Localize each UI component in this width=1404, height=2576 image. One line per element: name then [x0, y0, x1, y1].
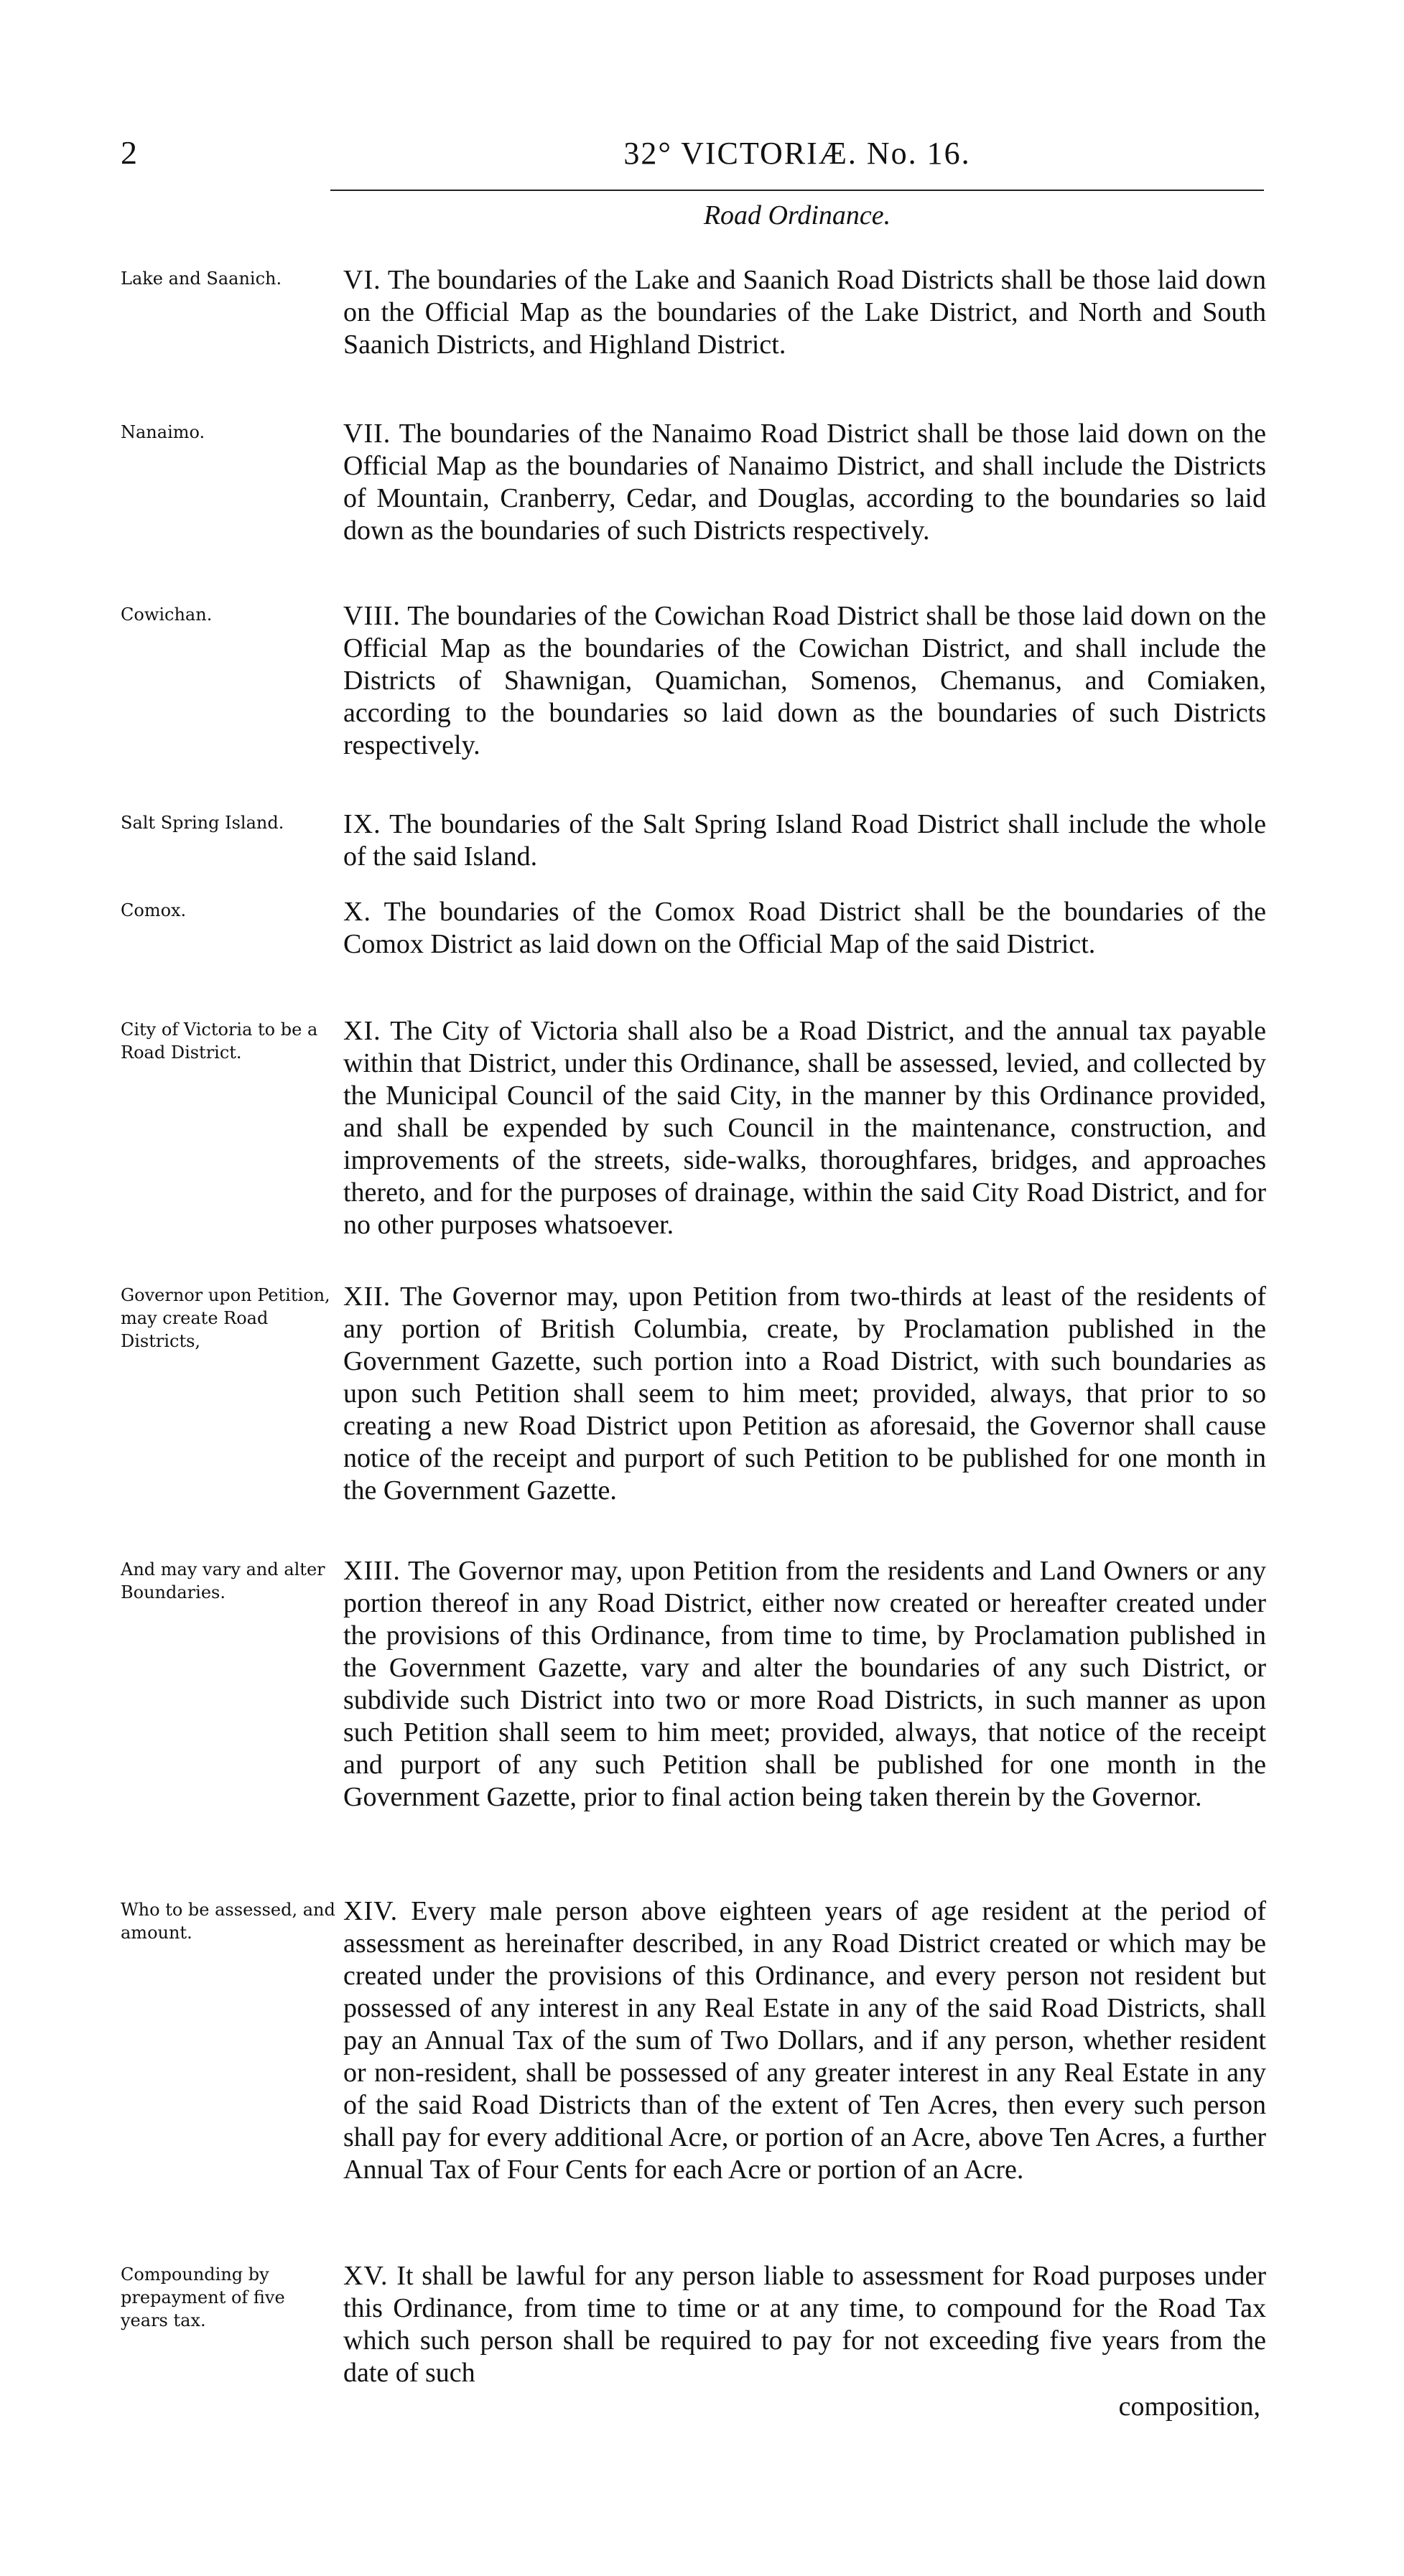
marginal-note: Cowichan.	[121, 605, 213, 625]
section-number: VII.	[343, 419, 391, 449]
marginal-note: City of Victoria to be a Road District.	[121, 1019, 318, 1063]
section-body	[343, 418, 1266, 547]
marginal-note: Nanaimo.	[121, 422, 205, 442]
section-number: XIV.	[343, 1896, 399, 1926]
section-text: The boundaries of the Comox Road District shall be the boundaries of the Comox District as laid down on the Official Map of the said District.	[343, 897, 1266, 959]
section-number: VI.	[343, 265, 381, 295]
section-number: IX.	[343, 809, 381, 839]
section-body	[343, 808, 1266, 873]
marginal-note: Salt Spring Island.	[121, 813, 284, 833]
section-body	[343, 2260, 1266, 2389]
section-text: The boundaries of the Nanaimo Road District shall be those laid down on the Official Map as the boundaries of Nanaimo District, and shall include the Districts of Mountain, Cranberry, Cedar, and Douglas, according to the boundaries so laid down as the boundaries of such Districts respectively.	[343, 419, 1266, 546]
section-text: Every male person above eighteen years of age resident at the period of assessment as hereinafter described, in any Road District created or which may be created under the provisions of this Ordinance, and every person not resident but possessed of any interest in any Real Estate in any of the said Road Districts, shall pay an Annual Tax of the sum of Two Dollars, and if any person, whether resident or non-resident, shall be possessed of any greater interest in any Real Estate in any of the said Road Districts than of the extent of Ten Acres, then every such person shall pay for every additional Acre, or portion of an Acre, above Ten Acres, a further Annual Tax of Four Cents for each Acre or portion of an Acre.	[343, 1896, 1266, 2185]
section-text: The Governor may, upon Petition from two-thirds at least of the residents of any portion of British Columbia, create, by Proclamation published in the Government Gazette, such portion into a Road District, with such boundaries as upon such Petition shall seem to him meet; provided, always, that prior to so creating a new Road District upon Petition as aforesaid, the Governor shall cause notice of the receipt and purport of such Petition to be published for one month in the Government Gazette.	[343, 1282, 1266, 1506]
marginal-note: Governor upon Petition, may create Road Districts,	[121, 1285, 330, 1351]
section-text: The boundaries of the Salt Spring Island Road District shall include the whole of the said Island.	[343, 809, 1266, 872]
section-number: XI.	[343, 1016, 381, 1046]
section-number: VIII.	[343, 601, 401, 631]
marginal-note: Compounding by prepayment of five years tax.	[121, 2264, 285, 2330]
section-body	[343, 600, 1266, 762]
marginal-note: Comox.	[121, 900, 187, 920]
ordinance-subtitle: Road Ordinance.	[703, 200, 891, 230]
section-text: The City of Victoria shall also be a Road District, and the annual tax payable within that District, under this Ordinance, shall be assessed, levied, and collected by the Municipal Council of the said City, in the manner by this Ordinance provided, and shall be expended by such Council in the maintenance, construction, and improvements of the streets, side-walks, thoroughfares, bridges, and approaches thereto, and for the purposes of drainage, within the said City Road District, and for no other purposes whatsoever.	[343, 1016, 1266, 1240]
section-body	[343, 896, 1266, 961]
section-body	[343, 1281, 1266, 1507]
page-number: 2	[121, 134, 137, 171]
marginal-note: And may vary and alter Boundaries.	[121, 1559, 325, 1602]
marginal-note: Who to be assessed, and amount.	[121, 1900, 335, 1943]
section-number: X.	[343, 897, 371, 927]
section-body	[343, 1015, 1266, 1241]
section-body	[343, 264, 1266, 361]
section-text: The boundaries of the Lake and Saanich Road Districts shall be those laid down on the Official Map as the boundaries of the Lake District, and North and South Saanich Districts, and Highland District.	[343, 265, 1266, 360]
section-body	[343, 1895, 1266, 2186]
section-text: It shall be lawful for any person liable to assessment for Road purposes under this Ordinance, from time to time or at any time, to compound for the Road Tax which such person shall be required to pay for not exceeding five years from the date of such	[343, 2261, 1266, 2388]
section-number: XV.	[343, 2261, 389, 2291]
section-body	[343, 1555, 1266, 1814]
catchword: composition,	[1118, 2391, 1260, 2422]
header-rule	[330, 190, 1264, 191]
section-number: XIII.	[343, 1556, 401, 1586]
marginal-note: Lake and Saanich.	[121, 269, 282, 289]
running-title: 32° VICTORIÆ. No. 16.	[623, 136, 971, 171]
section-number: XII.	[343, 1282, 391, 1312]
section-text: The Governor may, upon Petition from the residents and Land Owners or any portion thereof in any Road District, either now created or hereafter created under the provisions of this Ordinance, from time to time, by Proclamation published in the Government Gazette, vary and alter the boundaries of any such District, or subdivide such District into two or more Road Districts, in such manner as upon such Petition shall seem to him meet; provided, always, that notice of the receipt and purport of any such Petition shall be published for one month in the Government Gazette, prior to final action being taken therein by the Governor.	[343, 1556, 1266, 1812]
section-text: The boundaries of the Cowichan Road District shall be those laid down on the Official Map as the boundaries of the Cowichan District, and shall include the Districts of Shawnigan, Quamichan, Somenos, Chemanus, and Comiaken, according to the boundaries so laid down as the boundaries of such Districts respectively.	[343, 601, 1266, 760]
